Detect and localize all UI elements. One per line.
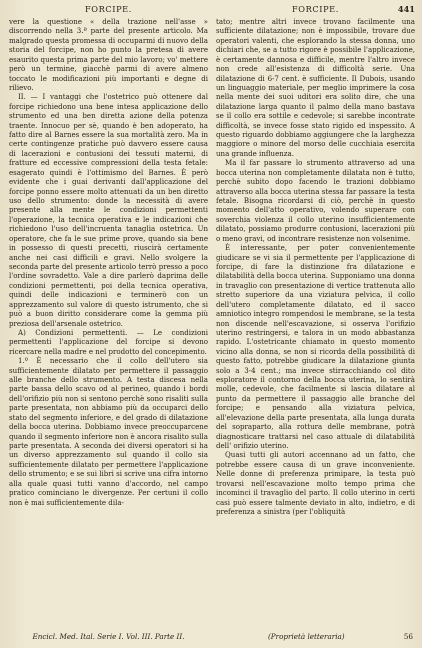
footer-right: [216, 632, 415, 641]
signature-number: 56: [403, 631, 413, 641]
paragraph: tato; mentre altri invece trovano facilmente una sufficiente dilatazione; non è impossibile, trovare due operatori valenti, che esplorando la stessa donna, uno dichiari che, se a tutto rigore è possibile l'applicazione, è certamente dannosa e difficile, mentre l'altro invece non crede all'esistenza di difficoltà serie. Una dilatazione di 6-7 cent. è sufficiente. Il Dubois, usando un linguaggio materiale, per meglio imprimere la cosa nella mente dei suoi uditori era solito dire, che una dilatazione larga quanto il palmo della mano bastava se il collo era sottile e cedevole; si sarebbe incontrate difficoltà, se invece fosse stato rigido ed inspessito. A questo riguardo dobbiamo aggiungere che la larghezza maggiore o minore del morso delle cucchiaia esercita una grande influenza.: [216, 17, 415, 158]
paragraph: Quasi tutti gli autori accennano ad un fatto, che potrebbe essere causa di un grave inconveniente. Nelle donne di preferenza primipare, la testa può trovarsi nell'escavazione molto tempo prima che incominci il travaglio del parto. Il collo uterino in certi casi può essere talmente deviato in alto, indietro, e di preferenza a sinistra (per l'obliquità: [216, 450, 415, 516]
paragraph: vere la questione « della trazione nell'asse » discorrendo nella 3.ª parte del presente articolo. Ma malgrado questa promessa di occuparmi di nuovo della storia del forcipe, non ho punto la pretesa di avere esaurito questa prima parte del mio lavoro; vo' mettere però un termine, giacchè parmi di avere almeno toccato le modificazioni più importanti e degne di rilievo.: [9, 17, 208, 92]
footer-copyright: (Proprietà letteraria): [268, 631, 345, 641]
right-header: [216, 4, 415, 14]
page-number: 441: [397, 4, 415, 14]
left-column: [9, 17, 208, 629]
page-footer: [9, 629, 415, 643]
left-header: [9, 4, 208, 14]
paragraph: 1.º È necessario che il collo dell'utero sia sufficientemente dilatato per permettere il passaggio alle branche dello strumento. A testa discesa nella parte bassa dello scavo od al perineo, quando i bordi dell'orifizio più non si sentono perchè sono risaliti sulla parte presentata, non abbiamo più da occuparci dello stato del segmento inferiore, e del grado di dilatazione della bocca uterina. Dobbiamo invece preoccuparcene quando il segmento inferiore non è ancora risalito sulla parte presentata. A seconda dei diversi operatori si ha un diverso apprezzamento sul quando il collo sia sufficientemente dilatato per permettere l'applicazione dello strumento; e se sui libri si scrive una cifra intorno alla quale quasi tutti vanno d'accordo, nel campo pratico cominciano le divergenze. Per certuni il collo non è mai sufficientemente dila-: [9, 356, 208, 507]
paragraph: Ma il far passare lo strumento attraverso ad una bocca uterina non completamente dilatata non è tutto, perchè subito dopo facendo le trazioni dobbiamo attraverso alla bocca uterina stessa far passare la testa fetale. Bisogna ricordarsi di ciò, perchè in questo momento dell'atto operativo, volendo superare con soverchia violenza il collo uterino insufficientemente dilatato, possiamo produrre contusioni, lacerazioni più o meno gravi, od incontrare resistenze non volsenime.: [216, 158, 415, 243]
right-column: [216, 17, 415, 629]
right-running-title: FORCIPE.: [292, 4, 339, 14]
left-running-title: FORCIPE.: [85, 4, 132, 14]
running-header: [9, 4, 415, 17]
paragraph: A) Condizioni permettenti. — Le condizioni permettenti l'applicazione del forcipe si devono ricercare nella madre e nel prodotto del concepimento.: [9, 327, 208, 356]
text-columns: [9, 17, 415, 629]
footer-citation: Encicl. Med. Ital. Serie I. Vol. III. Parte II.: [32, 631, 185, 641]
paragraph: II. — I vantaggi che l'ostetrico può ottenere dal forcipe richiedono una bene intesa applicazione dello strumento ed una ben diretta azione della potenza traente. Innocuo per sè, quando è ben adoperato, ha fatto dire al Barnes essere la sua mortalità zero. Ma in certe contingenze pratiche può davvero essere causa di lacerazioni e contusioni dei tessuti materni, di fratture ed eccessive compressioni della testa fetale: esagerato quindi è l'ottimismo del Barnes. È però evidente che i guai derivanti dall'applicazione del forcipe ponno essere molto attenuati da un ben diretto uso dello strumento: donde la necessità di avere presente alla mente le condizioni permettenti l'operazione, la tecnica operativa e le indicazioni che richiedono l'uso dell'incruenta tanaglia ostetrica. Un operatore, che fa le sue prime prove, quando sia bene in possesso di questi precetti, riuscirà certamente anche nei casi difficili e gravi. Nello svolgere la seconda parte del presente articolo terrò presso a poco l'ordine sovradetto. Vale a dire parlerò daprima delle condizioni permettenti, poi della tecnica operativa, quindi delle indicazioni e terminerò con un apprezzamento sul valore di questo istrumento, che si può a buon diritto considerare come la gemma più preziosa dell'arsenale ostetrico.: [9, 92, 208, 328]
paragraph: È interessante, per poter convenientemente giudicare se vi sia il permettente per l'applicazione di forcipe, di fare la distinzione fra dilatazione e dilatabilità della bocca uterina. Supponiamo una donna in travaglio con presentazione di vertice trattenuta allo stretto superiore da una viziatura pelvica, il collo dell'utero completamente dilatato, ed il sacco amniotico integro rompendosi le membrane, se la testa non discende nell'escavazione, si osserva l'orifizio uterino restringersi, e talora in un modo abbastanza rapido. L'ostetricante chiamato in questo momento vicino alla donna, se non si ricorda della possibilità di questo fatto, potrebbe giudicare la dilatazione giunta solo a 3-4 cent.; ma invece stirracchiando col dito esploratore il contorno della bocca uterina, lo sentirà molle, cedevole, che facilmente si lascia dilatare al punto da permettere il passaggio alle branche del forcipe; e pensando alla viziatura pelvica, all'elevazione della parte presentata, alla lunga durata del sopraparto, alla rottura delle membrane, potrà diagnosticare trattarsi nel caso attuale di dilatabilità dell' orifizio uterino.: [216, 243, 415, 450]
